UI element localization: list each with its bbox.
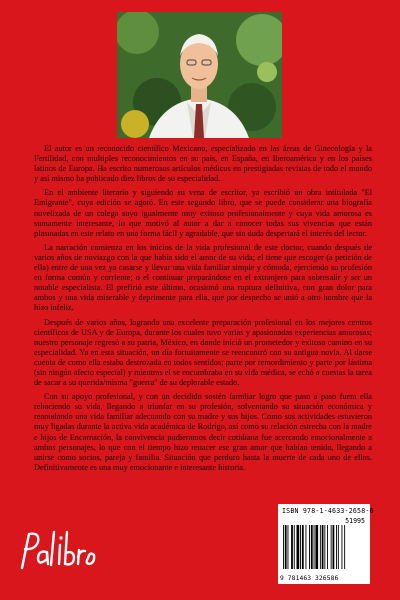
author-photo [117,12,282,138]
bio-paragraph-5: Con su apoyo profesional, y con un decidido sostén familiar logro que paso a paso fuera ella rehaciendo su vida, llegando a triunfar en su profesión, solventando su situación económica y reanudando una vida familiar adecuando con su madre y sus hijos. Como sus actividades estuvieron muy ligadas durante la activa vida académica de Rodrigo, así como su relación estrecha con la madre e hijos de Encarnación, la convivencia pudieramos decir cotidiana fue acercando emocionalmente a ambos personajes, lo que con el tiempo hizo renacer ese gran amor que habían tenido, llegando a unirse como socios, pareja y familia. Situación que perduro hasta la muerte de cada uno de ellos. Definitivamente es una muy emocionante e interesante historia. [34,392,372,472]
author-bio [34,144,372,477]
price-code: 51995 [345,517,365,525]
bio-paragraph-3: La narración comienza en los inicios de la vida profesional de este doctor, cuando después de varios años de noviazgo con la que había sido el amor de su vida; el tiene que escoger (a petición de ella) entre de una vez ya casarse y llevar una vida familiar simple y cómoda, ejerciendo su profesión en forma común y corriente; o el continuar preparándose en el extranjero para sobresalir y ser un notable especialista. El prefirió este último, ocasionó una ruptura definitiva, con gran dolor para ambos y una vida miserable y deprimente para ella, que por despecho se unió a otro hombre que la hizo infeliz. [34,242,372,313]
bio-paragraph-1: El autor es un reconocido científico Mexicano, especializado en las áreas de Ginecología y la Fertilidad, con multiples reconocimientos en su país, en España, en Iberoamérica y en los países latinos de Europa. Ha escrito numerosos artículos médicos en prestigiadas revistas de todo el mundo y así mismo ha publicado diez libros de su especialidad. [34,144,372,184]
bio-paragraph-2: En el ambiente literario y siguiendo su vena de escritor, ya escribió un obra intitulada "El Emigrante", cuya edición se agotó. En este segundo libro, que se puede considerar una biografía novelizada de un colega suyo igualmente muy exitoso profesionalmente y cuya vida amorosa es sumamente interesante, lo que motivó al autor a dar a conocer todas sus vivencias que están plasmadas en este relato en una forma fácil y agradable, que sin duda despertará el interés del lector. [34,188,372,238]
ean-digits: 9 781463 326586 [280,575,339,582]
barcode-bars [282,525,366,569]
publisher-logo [16,528,96,574]
isbn-text: ISBN 978-1-4633-2658-6 [282,507,374,515]
isbn-barcode [278,504,374,584]
bio-paragraph-4: Después de varios años, logrando una excelente preparación profesional en los mejores centros científicos de USA y de Europa, durante los cuales tuvo varias y apasionadas experiencias amorosas; nuestro personaje regresó a su patria, México, en donde inició un prometedor y exitoso camino en su especialidad. Ya en esta situación, un día fortuitamente se reencontró con su antigua novia. Al darse cuenta de como ella estaba destrozada en todos sentidos; parte por remordimiento y parte por lástima (sin ningún afecto especial) y mientras el se encumbraba en su vida médica, se echó a cuestas la tarea de sacar a su querida/misma "guerra" de su deplorable estado. [34,317,372,388]
